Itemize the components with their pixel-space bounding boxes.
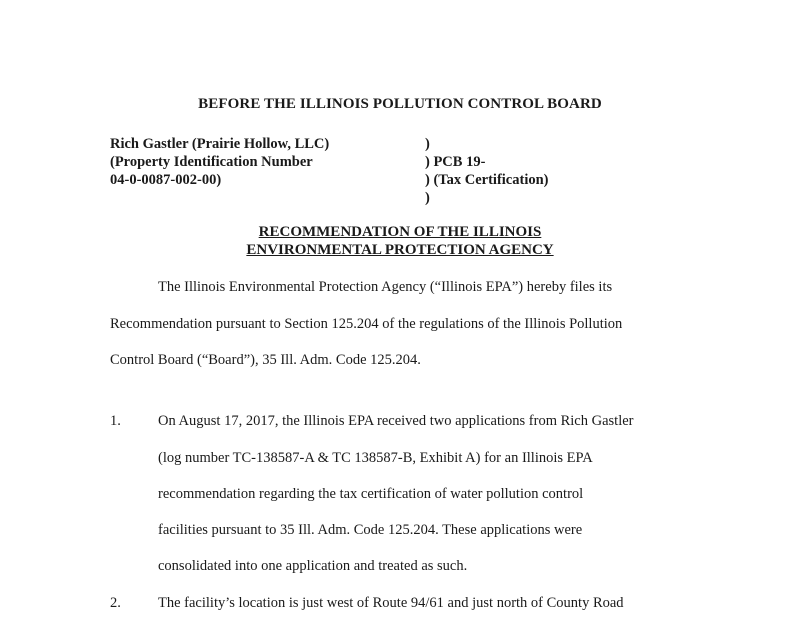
- intro-line-3: Control Board (“Board”), 35 Ill. Adm. Code 125.204.: [110, 352, 421, 368]
- caption-case-type: ) (Tax Certification): [425, 172, 549, 188]
- document-title: [0, 223, 800, 259]
- item-1-line-1: On August 17, 2017, the Illinois EPA received two applications from Rich Gastler: [158, 413, 634, 429]
- item-1-line-4: facilities pursuant to 35 Ill. Adm. Code 125.204. These applications were: [158, 522, 583, 538]
- caption-property-id-number: 04-0-0087-002-00): [110, 172, 222, 188]
- title-line-1: RECOMMENDATION OF THE ILLINOIS: [258, 224, 542, 240]
- caption-bracket-1: ): [425, 136, 430, 152]
- item-1-line-5: consolidated into one application and treated as such.: [158, 558, 468, 574]
- caption-petitioner: Rich Gastler (Prairie Hollow, LLC): [110, 136, 330, 152]
- item-1-line-2: (log number TC-138587-A & TC 138587-B, Exhibit A) for an Illinois EPA: [158, 450, 593, 466]
- item-1-line-3: recommendation regarding the tax certification of water pollution control: [158, 486, 584, 502]
- caption-pcb-number: ) PCB 19-: [425, 154, 486, 170]
- caption-property-id-label: (Property Identification Number: [110, 154, 313, 170]
- intro-line-1: The Illinois Environmental Protection Agency (“Illinois EPA”) hereby files its: [158, 279, 613, 295]
- item-2-line-1: The facility’s location is just west of Route 94/61 and just north of County Road: [158, 595, 624, 611]
- intro-line-2: Recommendation pursuant to Section 125.204 of the regulations of the Illinois Pollution: [110, 316, 623, 332]
- case-caption-parties: [110, 135, 329, 189]
- title-line-2: ENVIRONMENTAL PROTECTION AGENCY: [246, 242, 554, 258]
- item-2-number: 2.: [110, 595, 121, 611]
- case-caption-docket: [425, 135, 549, 207]
- board-heading: BEFORE THE ILLINOIS POLLUTION CONTROL BOARD: [198, 96, 602, 112]
- caption-bracket-4: ): [425, 190, 430, 206]
- item-1-number: 1.: [110, 413, 121, 429]
